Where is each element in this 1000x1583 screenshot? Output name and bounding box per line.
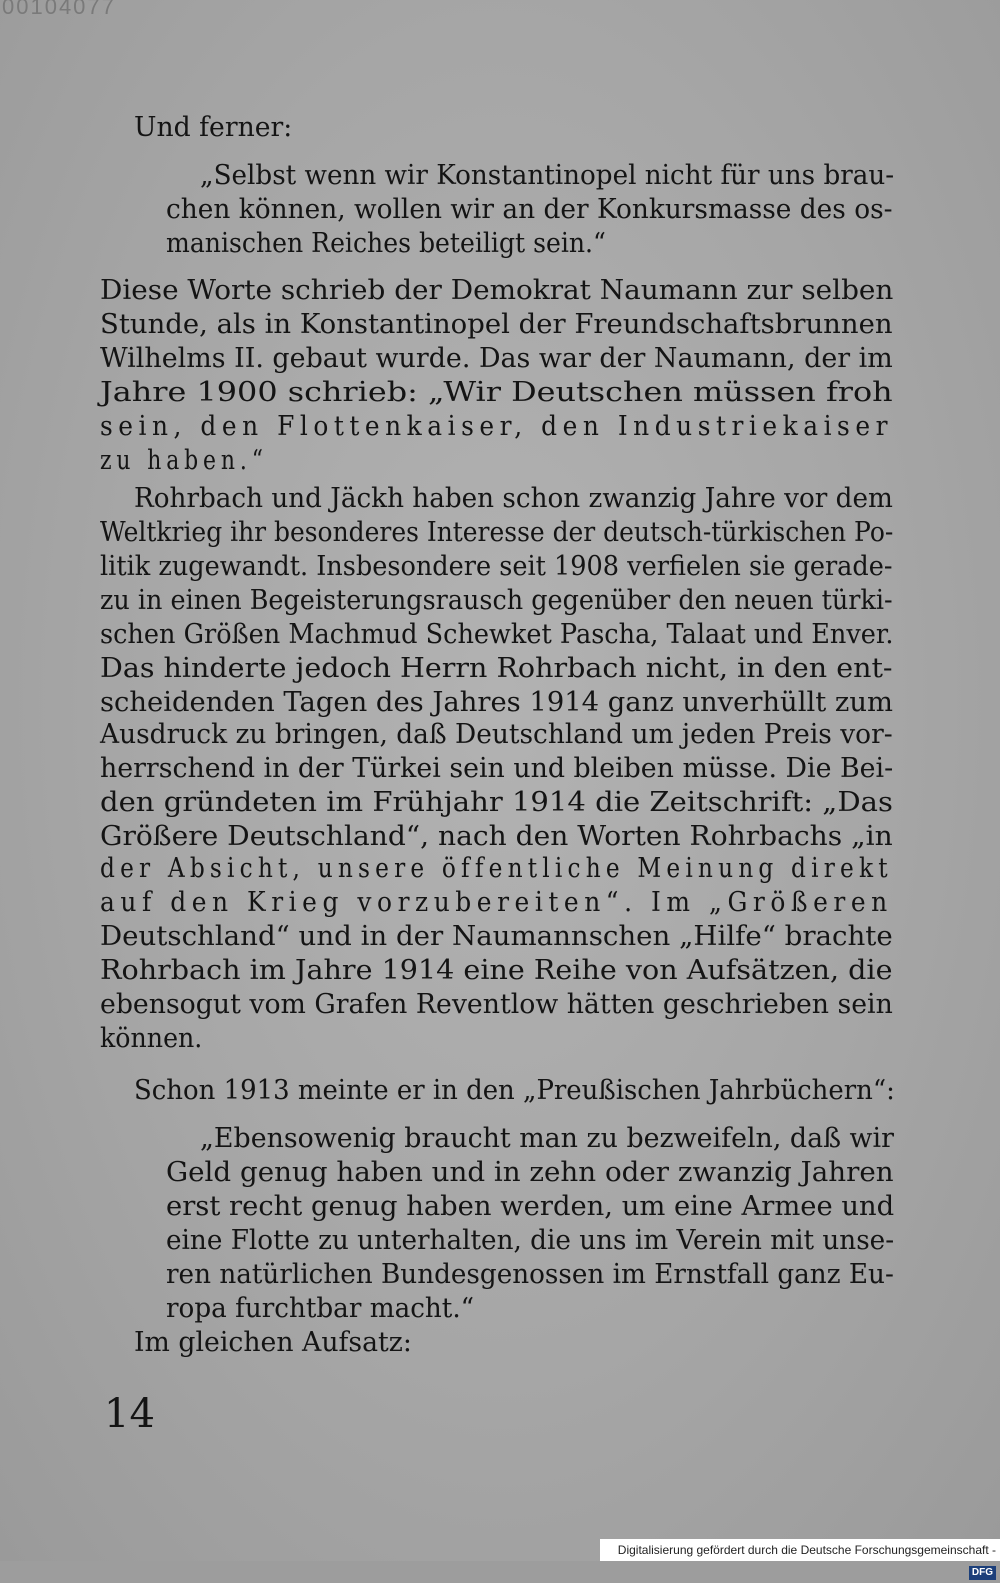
text-line: litik zugewandt. Insbesondere seit 1908 verfielen sie gerade- — [100, 551, 893, 582]
quote-line: erst recht genug haben werden, um eine Armee und — [166, 1191, 895, 1222]
quote-line: „Ebensowenig braucht man zu bezweifeln, daß wir — [200, 1123, 894, 1154]
text-line: zu in einen Begeisterungsrausch gegenüber den neuen türki- — [100, 585, 893, 616]
text-line: Das hinderte jedoch Herrn Rohrbach nicht, in den ent- — [100, 653, 893, 684]
scan-id-mark: 00104077 — [2, 0, 116, 19]
text-line-spaced: der Absicht, unsere öffentliche Meinung direkt — [100, 853, 893, 884]
dfg-logo-icon: DFG — [969, 1566, 996, 1580]
text-line: ebensogut vom Grafen Reventlow hätten geschrieben sein — [100, 989, 893, 1020]
text-line: Größere Deutschland“, nach den Worten Rohrbachs „in — [100, 821, 893, 852]
text-line: herrschend in der Türkei sein und bleiben müsse. Die Bei- — [100, 753, 894, 784]
text-line: Ausdruck zu bringen, daß Deutschland um jeden Preis vor- — [100, 719, 893, 750]
text-line: Schon 1913 meinte er in den „Preußischen Jahrbüchern“: — [134, 1075, 895, 1106]
text-line: Rohrbach und Jäckh haben schon zwanzig Jahre vor dem — [134, 483, 893, 514]
quote-line: ren natürlichen Bundesgenossen im Ernstfall ganz Eu- — [166, 1259, 894, 1290]
text-line: Deutschland“ und in der Naumannschen „Hilfe“ brachte — [100, 921, 893, 952]
text-line: Stunde, als in Konstantinopel der Freundschaftsbrunnen — [100, 309, 893, 340]
text-line: Und ferner: — [134, 112, 293, 143]
text-line: schen Größen Machmud Schewket Pascha, Talaat und Enver. — [100, 619, 894, 650]
text-line: können. — [100, 1023, 203, 1054]
quote-line: chen können, wollen wir an der Konkursmasse des os- — [166, 194, 893, 225]
page-number: 14 — [104, 1391, 155, 1437]
text-line: Diese Worte schrieb der Demokrat Naumann zur selben — [100, 275, 894, 306]
digitization-footer — [600, 1539, 1000, 1578]
text-line: Im gleichen Aufsatz: — [134, 1327, 412, 1358]
quote-line: manischen Reiches beteiligt sein.“ — [166, 228, 606, 259]
text-line-spaced: sein, den Flottenkaiser, den Industriekaiser — [100, 411, 894, 442]
text-line: Wilhelms II. gebaut wurde. Das war der Naumann, der im — [100, 343, 893, 374]
text-line: scheidenden Tagen des Jahres 1914 ganz unverhüllt zum — [100, 687, 893, 718]
text-line: Rohrbach im Jahre 1914 eine Reihe von Aufsätzen, die — [100, 955, 893, 986]
quote-line: eine Flotte zu unterhalten, die uns im Verein mit unse- — [166, 1225, 895, 1256]
quote-line: Geld genug haben und in zehn oder zwanzig Jahren — [166, 1157, 894, 1188]
quote-line: ropa furchtbar macht.“ — [166, 1293, 475, 1324]
text-line: Weltkrieg ihr besonderes Interesse der deutsch-türkischen Po- — [100, 517, 894, 548]
text-line-spaced: auf den Krieg vorzubereiten“. Im „Größeren — [100, 887, 893, 918]
text-line: den gründeten im Frühjahr 1914 die Zeitschrift: „Das — [100, 787, 893, 818]
footer-text: Digitalisierung gefördert durch die Deutsche Forschungsgemeinschaft - — [617, 1543, 996, 1557]
text-line-spaced: zu haben.“ — [100, 445, 268, 476]
quote-line: „Selbst wenn wir Konstantinopel nicht für uns brau- — [200, 160, 895, 191]
text-line: Jahre 1900 schrieb: „Wir Deutschen müssen froh — [100, 377, 893, 408]
